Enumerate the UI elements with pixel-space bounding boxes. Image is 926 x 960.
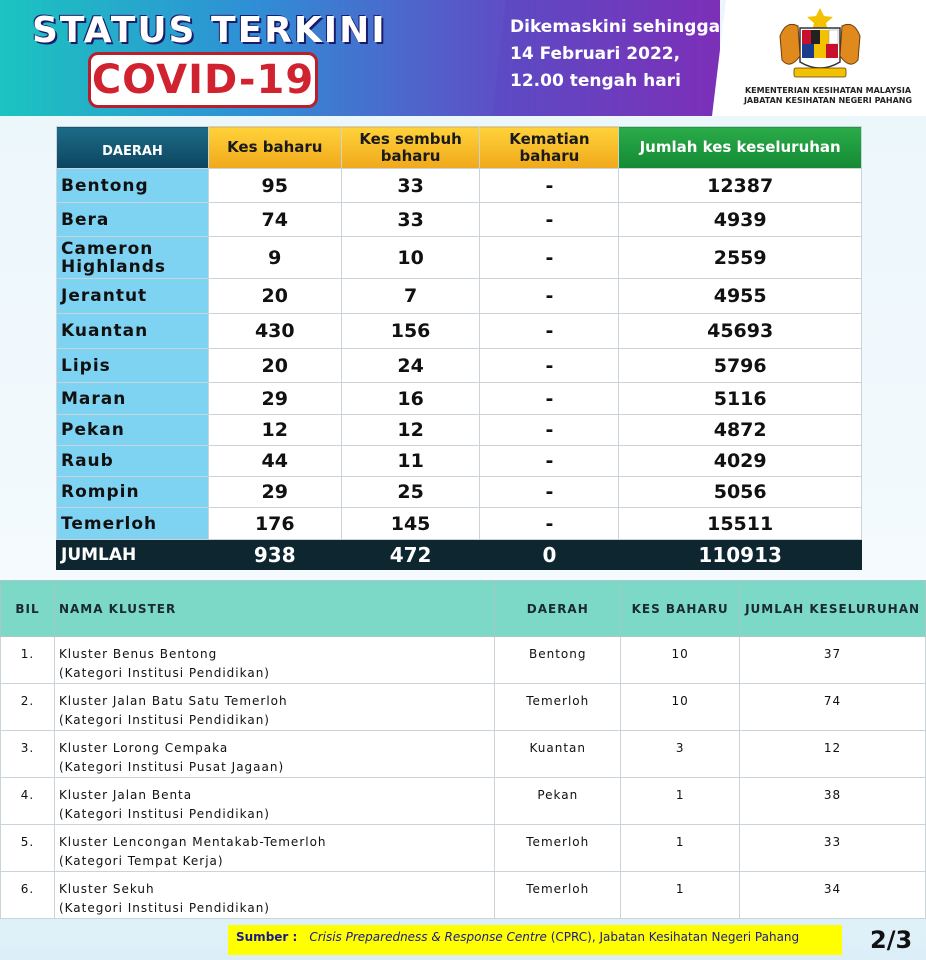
cluster-daerah: Kuantan	[495, 731, 621, 778]
cluster-name: Kluster Benus Bentong	[58, 647, 218, 661]
jumlah-value: 4872	[619, 415, 862, 446]
table-row	[57, 237, 862, 279]
table-row	[57, 314, 862, 349]
cluster-category: (Kategori Institusi Pusat Jagaan)	[58, 760, 285, 774]
jumlah-value: 4029	[619, 446, 862, 477]
district-name: Rompin	[57, 477, 209, 508]
source-rest: (CPRC), Jabatan Kesihatan Negeri Pahang	[546, 930, 800, 944]
header-bil: BIL	[1, 581, 55, 637]
jumlah-value: 5796	[619, 349, 862, 383]
district-name: Pekan	[57, 415, 209, 446]
kematian-value: -	[480, 415, 619, 446]
cluster-bil: 6.	[1, 872, 55, 919]
kematian-value: -	[480, 446, 619, 477]
district-name: Temerloh	[57, 508, 209, 540]
cluster-name: Kluster Jalan Batu Satu Temerloh	[58, 694, 288, 708]
kematian-value: -	[480, 279, 619, 314]
kes-baharu-value: 44	[208, 446, 341, 477]
update-line-2: 14 Februari 2022,	[510, 44, 681, 64]
cluster-name: Kluster Sekuh	[58, 882, 155, 896]
cluster-jumlah: 74	[740, 684, 926, 731]
kes-baharu-value: 95	[208, 169, 341, 203]
cluster-bil: 1.	[1, 637, 55, 684]
cluster-daerah: Bentong	[495, 637, 621, 684]
cluster-category: (Kategori Institusi Pendidikan)	[58, 666, 270, 680]
cluster-name-cell	[54, 778, 494, 825]
kes-sembuh-value: 12	[341, 415, 480, 446]
table-row	[1, 778, 926, 825]
ministry-name	[730, 86, 926, 106]
kes-baharu-value: 20	[208, 279, 341, 314]
table-row	[1, 684, 926, 731]
district-table-header	[57, 127, 862, 169]
cluster-category: (Kategori Institusi Pendidikan)	[58, 901, 270, 915]
kematian-value: -	[480, 169, 619, 203]
cluster-jumlah: 12	[740, 731, 926, 778]
cluster-jumlah: 38	[740, 778, 926, 825]
header-cluster-kes-baharu: KES BAHARU	[621, 581, 740, 637]
cluster-daerah: Temerloh	[495, 872, 621, 919]
malaysia-coat-of-arms-icon	[770, 6, 870, 84]
header-jumlah-kes: Jumlah kes keseluruhan	[619, 127, 862, 169]
header-kes-baharu: Kes baharu	[208, 127, 341, 169]
district-cases-table	[56, 126, 862, 570]
jumlah-value: 15511	[619, 508, 862, 540]
table-row	[57, 169, 862, 203]
header-cluster-jumlah: JUMLAH KESELURUHAN	[740, 581, 926, 637]
jumlah-value: 4955	[619, 279, 862, 314]
kes-sembuh-value: 156	[341, 314, 480, 349]
table-row	[57, 349, 862, 383]
kes-sembuh-value: 33	[341, 169, 480, 203]
cluster-kes-baharu: 1	[621, 872, 740, 919]
kes-sembuh-value: 25	[341, 477, 480, 508]
district-name: Bentong	[57, 169, 209, 203]
cluster-daerah: Temerloh	[495, 825, 621, 872]
cluster-category: (Kategori Institusi Pendidikan)	[58, 807, 270, 821]
kes-baharu-value: 29	[208, 383, 341, 415]
jumlah-value: 5116	[619, 383, 862, 415]
header-kes-sembuh: Kes sembuh baharu	[341, 127, 480, 169]
table-row	[57, 508, 862, 540]
table-row	[1, 872, 926, 919]
kematian-value: -	[480, 349, 619, 383]
cluster-jumlah: 37	[740, 637, 926, 684]
table-row	[57, 415, 862, 446]
cluster-kes-baharu: 1	[621, 778, 740, 825]
cluster-name-cell	[54, 872, 494, 919]
kes-sembuh-value: 7	[341, 279, 480, 314]
district-name: Lipis	[57, 349, 209, 383]
cluster-bil: 5.	[1, 825, 55, 872]
update-line-1: Dikemaskini sehingga:	[510, 17, 727, 37]
page-number: 2/3	[870, 926, 913, 954]
jumlah-value: 4939	[619, 203, 862, 237]
cluster-name-cell	[54, 731, 494, 778]
kes-sembuh-value: 145	[341, 508, 480, 540]
kes-sembuh-value: 10	[341, 237, 480, 279]
table-row	[1, 825, 926, 872]
header-kematian: Kematian baharu	[480, 127, 619, 169]
kes-sembuh-value: 24	[341, 349, 480, 383]
cluster-category: (Kategori Institusi Pendidikan)	[58, 713, 270, 727]
cluster-table	[0, 580, 926, 919]
district-name: Cameron Highlands	[57, 237, 209, 279]
header-cluster-daerah: DAERAH	[495, 581, 621, 637]
cluster-bil: 4.	[1, 778, 55, 825]
cluster-kes-baharu: 3	[621, 731, 740, 778]
district-name: Maran	[57, 383, 209, 415]
cluster-jumlah: 33	[740, 825, 926, 872]
kematian-value: -	[480, 508, 619, 540]
kes-baharu-value: 20	[208, 349, 341, 383]
kematian-value: -	[480, 203, 619, 237]
cluster-bil: 3.	[1, 731, 55, 778]
kematian-value: -	[480, 383, 619, 415]
total-kes-sembuh: 472	[341, 540, 480, 570]
update-line-3: 12.00 tengah hari	[510, 71, 681, 91]
kematian-value: -	[480, 477, 619, 508]
kes-baharu-value: 9	[208, 237, 341, 279]
ministry-line-1: KEMENTERIAN KESIHATAN MALAYSIA	[744, 86, 912, 95]
title-status-terkini: STATUS TERKINI	[32, 10, 387, 51]
district-name: Kuantan	[57, 314, 209, 349]
update-timestamp	[510, 14, 727, 95]
cluster-name-cell	[54, 684, 494, 731]
cluster-category: (Kategori Tempat Kerja)	[58, 854, 224, 868]
table-row	[57, 383, 862, 415]
cluster-name: Kluster Jalan Benta	[58, 788, 193, 802]
jumlah-value: 45693	[619, 314, 862, 349]
kes-baharu-value: 176	[208, 508, 341, 540]
cluster-name: Kluster Lencongan Mentakab-Temerloh	[58, 835, 327, 849]
title-covid19: COVID-19	[91, 57, 315, 103]
kes-baharu-value: 430	[208, 314, 341, 349]
cluster-table-header	[1, 581, 926, 637]
cluster-daerah: Temerloh	[495, 684, 621, 731]
source-italic: Crisis Preparedness & Response Centre	[309, 930, 547, 944]
cluster-daerah: Pekan	[495, 778, 621, 825]
cluster-name-cell	[54, 825, 494, 872]
kes-baharu-value: 74	[208, 203, 341, 237]
total-row	[57, 540, 862, 570]
header-nama-kluster: NAMA KLUSTER	[54, 581, 494, 637]
total-jumlah: 110913	[619, 540, 862, 570]
kes-baharu-value: 29	[208, 477, 341, 508]
district-name: Jerantut	[57, 279, 209, 314]
cluster-bil: 2.	[1, 684, 55, 731]
cluster-jumlah: 34	[740, 872, 926, 919]
cluster-name: Kluster Lorong Cempaka	[58, 741, 229, 755]
source-label: Sumber :	[236, 930, 298, 944]
kes-sembuh-value: 33	[341, 203, 480, 237]
kematian-value: -	[480, 237, 619, 279]
cluster-kes-baharu: 10	[621, 684, 740, 731]
table-row	[57, 279, 862, 314]
kes-sembuh-value: 11	[341, 446, 480, 477]
total-kematian: 0	[480, 540, 619, 570]
kematian-value: -	[480, 314, 619, 349]
kes-baharu-value: 12	[208, 415, 341, 446]
jumlah-value: 12387	[619, 169, 862, 203]
jumlah-value: 2559	[619, 237, 862, 279]
ministry-line-2: JABATAN KESIHATAN NEGERI PAHANG	[743, 96, 913, 105]
table-row	[57, 203, 862, 237]
jumlah-value: 5056	[619, 477, 862, 508]
kes-sembuh-value: 16	[341, 383, 480, 415]
cluster-kes-baharu: 10	[621, 637, 740, 684]
total-kes-baharu: 938	[208, 540, 341, 570]
header-banner	[0, 0, 926, 116]
title-covid19-badge	[88, 52, 318, 108]
table-row	[57, 477, 862, 508]
table-row	[1, 731, 926, 778]
table-row	[1, 637, 926, 684]
table-row	[57, 446, 862, 477]
header-daerah: DAERAH	[57, 127, 209, 169]
source-note	[228, 925, 842, 955]
district-name: Raub	[57, 446, 209, 477]
cluster-kes-baharu: 1	[621, 825, 740, 872]
district-name: Bera	[57, 203, 209, 237]
total-label: JUMLAH	[57, 540, 209, 570]
cluster-name-cell	[54, 637, 494, 684]
